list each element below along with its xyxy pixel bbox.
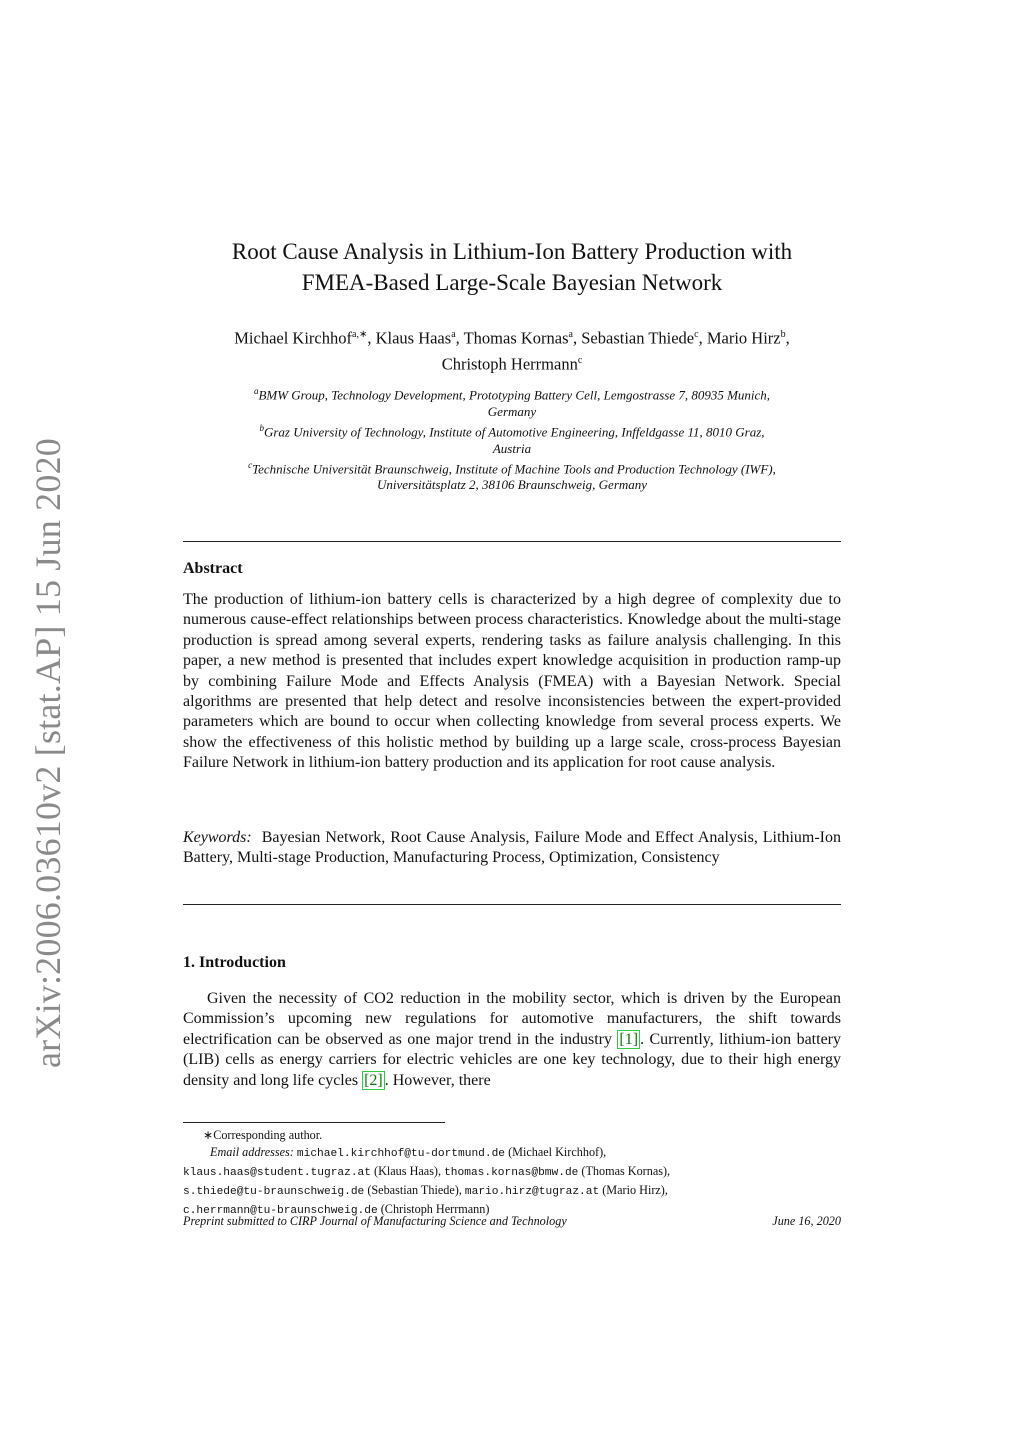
abstract-heading: Abstract — [183, 560, 243, 577]
page-footer — [183, 1214, 841, 1229]
footer-date: June 16, 2020 — [772, 1214, 841, 1228]
email-address[interactable]: mario.hirz@tugraz.at — [464, 1186, 600, 1198]
author-name: Thomas Kornas — [463, 328, 569, 348]
author-affil-mark: a — [451, 329, 456, 340]
affiliation-text-cont: Austria — [492, 440, 532, 456]
author-separator: , — [698, 328, 707, 348]
email-owner: (Christoph Herrmann) — [380, 1202, 490, 1216]
footnotes — [183, 1127, 841, 1220]
section-heading-introduction: 1. Introduction — [183, 954, 286, 971]
author-affil-mark: a,∗ — [352, 329, 368, 340]
email-owner: (Mario Hirz), — [602, 1183, 668, 1197]
author-separator: , — [785, 328, 790, 348]
email-address[interactable]: michael.kirchhof@tu-dortmund.de — [296, 1148, 506, 1160]
email-owner: (Thomas Kornas), — [581, 1164, 671, 1178]
author-name: Christoph Herrmann — [441, 354, 578, 373]
abstract-bottom-rule — [183, 904, 841, 905]
affiliation-b — [183, 420, 841, 441]
keywords-text: Bayesian Network, Root Cause Analysis, Failure Mode and Effect Analysis, Lithium-Ion Battery, Multi-stage Production, Manufacturing Process, Optimization, Consistency — [183, 829, 841, 867]
author-separator: , — [455, 328, 464, 348]
affiliation-text-cont: Universitätsplatz 2, 38106 Braunschweig, Germany — [376, 477, 648, 493]
author-name: Mario Hirz — [706, 328, 781, 348]
affiliation-text: Graz University of Technology, Institute of Automotive Engineering, Inffeldgasse 11, 8010 Graz, — [263, 424, 765, 440]
author-name: Klaus Haas — [375, 328, 452, 348]
intro-text: . However, there — [384, 1071, 491, 1089]
email-address[interactable]: s.thiede@tu-braunschweig.de — [183, 1186, 365, 1198]
abstract-text: The production of lithium-ion battery cells is characterized by a high degree of complexity due to numerous cause-effect relationships between process characteristics. Knowledge about the multi-stage production is spread among several experts, rendering tasks as failure analysis challenging. In this paper, a new method is presented that includes expert knowledge acquisition in production ramp-up by combining Failure Mode and Effects Analysis (FMEA) with a Bayesian Network. Special algorithms are presented that help detect and resolve inconsistencies between the expert-provided parameters which are bound to occur when collecting knowledge from several process experts. We show the effectiveness of this holistic method by building up a large scale, cross-process Bayesian Failure Network in lithium-ion battery production and its application for root cause analysis. — [183, 591, 841, 772]
author-name: Michael Kirchhof — [234, 328, 352, 348]
email-line-2 — [183, 1163, 841, 1182]
title-line-2: FMEA-Based Large-Scale Bayesian Network — [301, 270, 723, 295]
email-address[interactable]: c.herrmann@tu-braunschweig.de — [183, 1205, 378, 1217]
abstract-top-rule — [183, 541, 841, 542]
email-label: Email addresses: — [210, 1145, 294, 1159]
citation-link-1[interactable]: [1] — [619, 1030, 639, 1048]
introduction-paragraph — [183, 989, 841, 1091]
author-affil-mark: a — [568, 329, 573, 340]
author-affil-mark: c — [577, 354, 583, 366]
email-address[interactable]: klaus.haas@student.tugraz.at — [183, 1167, 371, 1179]
paper-title — [183, 236, 841, 298]
author-separator: , — [367, 328, 376, 348]
author-list — [183, 324, 841, 375]
email-line-1 — [183, 1144, 841, 1163]
affiliation-mark: b — [259, 422, 264, 433]
affiliation-mark: a — [253, 386, 259, 396]
keywords-label: Keywords: — [183, 829, 252, 846]
email-owner: (Klaus Haas), — [374, 1164, 442, 1178]
preprint-note: Preprint submitted to CIRP Journal of Manufacturing Science and Technology — [183, 1214, 567, 1228]
email-address[interactable]: thomas.kornas@bmw.de — [444, 1167, 579, 1179]
email-owner: (Michael Kirchhof), — [508, 1145, 607, 1159]
citation-link-2[interactable]: [2] — [364, 1071, 383, 1089]
affiliations — [183, 383, 841, 494]
corresponding-author-note: ∗Corresponding author. — [203, 1128, 323, 1142]
affiliation-c — [183, 457, 841, 478]
keywords — [183, 828, 841, 869]
title-line-1: Root Cause Analysis in Lithium-Ion Battery Production with — [231, 239, 793, 264]
intro-text: . Currently, lithium-ion battery (LIB) cells as energy carriers for electric vehicles are one key technology, due to their high energy density and long life cycles — [183, 1030, 841, 1089]
email-owner: (Sebastian Thiede), — [367, 1183, 462, 1197]
author-name: Sebastian Thiede — [581, 328, 695, 348]
author-affil-mark: b — [780, 329, 786, 340]
footnote-rule — [183, 1122, 445, 1123]
author-separator: , — [573, 328, 582, 348]
affiliation-text-cont: Germany — [487, 403, 537, 419]
email-line-3 — [183, 1182, 841, 1201]
intro-text: Given the necessity of CO2 reduction in the mobility sector, which is driven by the European Commission’s upcoming new regulations for automotive manufacturers, the shift towards electrification can be observed as one major trend in the industry — [183, 990, 841, 1048]
author-affil-mark: c — [694, 329, 699, 340]
affiliation-text: BMW Group, Technology Development, Prototyping Battery Cell, Lemgostrasse 7, 80935 Munich, — [258, 387, 771, 403]
arxiv-identifier: arXiv:2006.03610v2 [stat.AP] 15 Jun 2020 — [28, 438, 68, 1068]
affiliation-text: Technische Universität Braunschweig, Institute of Machine Tools and Production Technology (IWF), — [252, 461, 776, 477]
affiliation-a — [183, 383, 841, 404]
affiliation-mark: c — [248, 459, 253, 470]
